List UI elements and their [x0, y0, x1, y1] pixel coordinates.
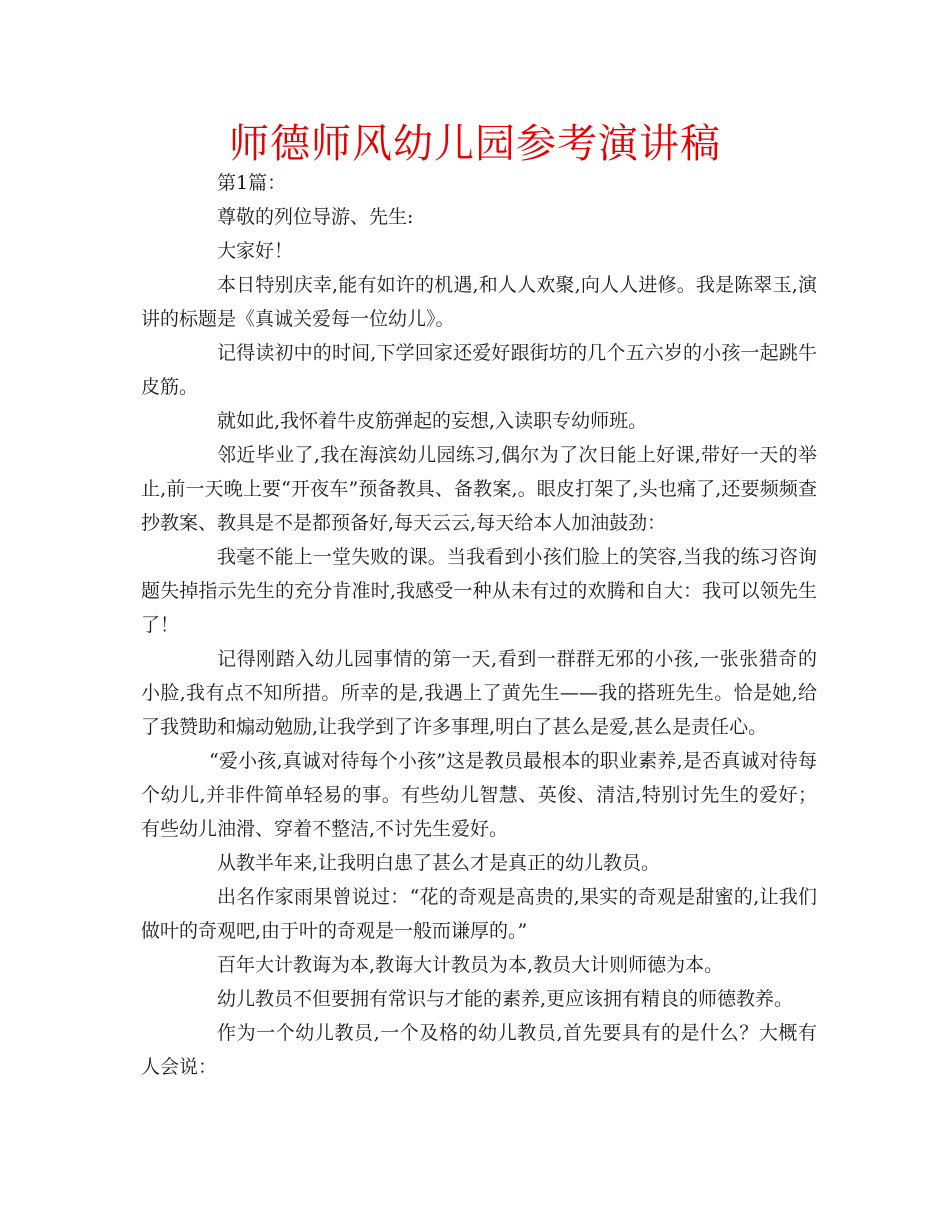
document-title: 师德师风幼儿园参考演讲稿	[229, 121, 721, 167]
paragraph: 作为一个幼儿教员,一个及格的幼儿教员,首先要具有的是什么？大概有人会说：	[141, 1022, 817, 1078]
paragraph: 第1篇：	[217, 172, 287, 194]
paragraph: 从教半年来,让我明白患了甚么才是真正的幼儿教员。	[217, 852, 661, 874]
paragraph: 就如此,我怀着牛皮筋弹起的妄想,入读职专幼师班。	[217, 410, 648, 432]
paragraph: 本日特别庆幸,能有如许的机遇,和人人欢聚,向人人进修。我是陈翠玉,演讲的标题是《真诚关爱每一位幼儿》。	[141, 274, 817, 330]
paragraph: 出名作家雨果曾说过：“花的奇观是高贵的,果实的奇观是甜蜜的,让我们做叶的奇观吧,由于叶的奇观是一般而谦厚的。”	[141, 886, 817, 942]
document-body	[141, 166, 817, 1084]
paragraph: 邻近毕业了,我在海滨幼儿园练习,偶尔为了次日能上好课,带好一天的举止,前一天晚上要“开夜车”预备教具、备教案,。眼皮打架了,头也痛了,还要频频查抄教案、教具是不是都预备好,每天云云,每天给本人加油鼓劲：	[141, 444, 817, 534]
paragraph: 我毫不能上一堂失败的课。当我看到小孩们脸上的笑容,当我的练习咨询题失掉指示先生的充分肯准时,我感受一种从未有过的欢腾和自大：我可以领先生了！	[141, 546, 817, 636]
paragraph: 记得刚踏入幼儿园事情的第一天,看到一群群无邪的小孩,一张张猎奇的小脸,我有点不知所措。所幸的是,我遇上了黄先生——我的搭班先生。恰是她,给了我赞助和煽动勉励,让我学到了许多事理,明白了甚么是爱,甚么是责任心。	[141, 648, 817, 738]
paragraph: 百年大计教诲为本,教诲大计教员为本,教员大计则师德为本。	[217, 954, 724, 976]
paragraph: 记得读初中的时间,下学回家还爱好跟街坊的几个五六岁的小孩一起跳牛皮筋。	[141, 342, 817, 398]
paragraph: “爱小孩,真诚对待每个小孩”这是教员最根本的职业素养,是否真诚对待每个幼儿,并非件简单轻易的事。有些幼儿智慧、英俊、清洁,特别讨先生的爱好；有些幼儿油滑、穿着不整洁,不讨先生爱好。	[141, 750, 817, 840]
paragraph: 幼儿教员不但要拥有常识与才能的素养,更应该拥有精良的师德教养。	[217, 988, 794, 1010]
paragraph: 尊敬的列位导游、先生:	[217, 206, 414, 228]
paragraph: 大家好！	[217, 240, 294, 262]
